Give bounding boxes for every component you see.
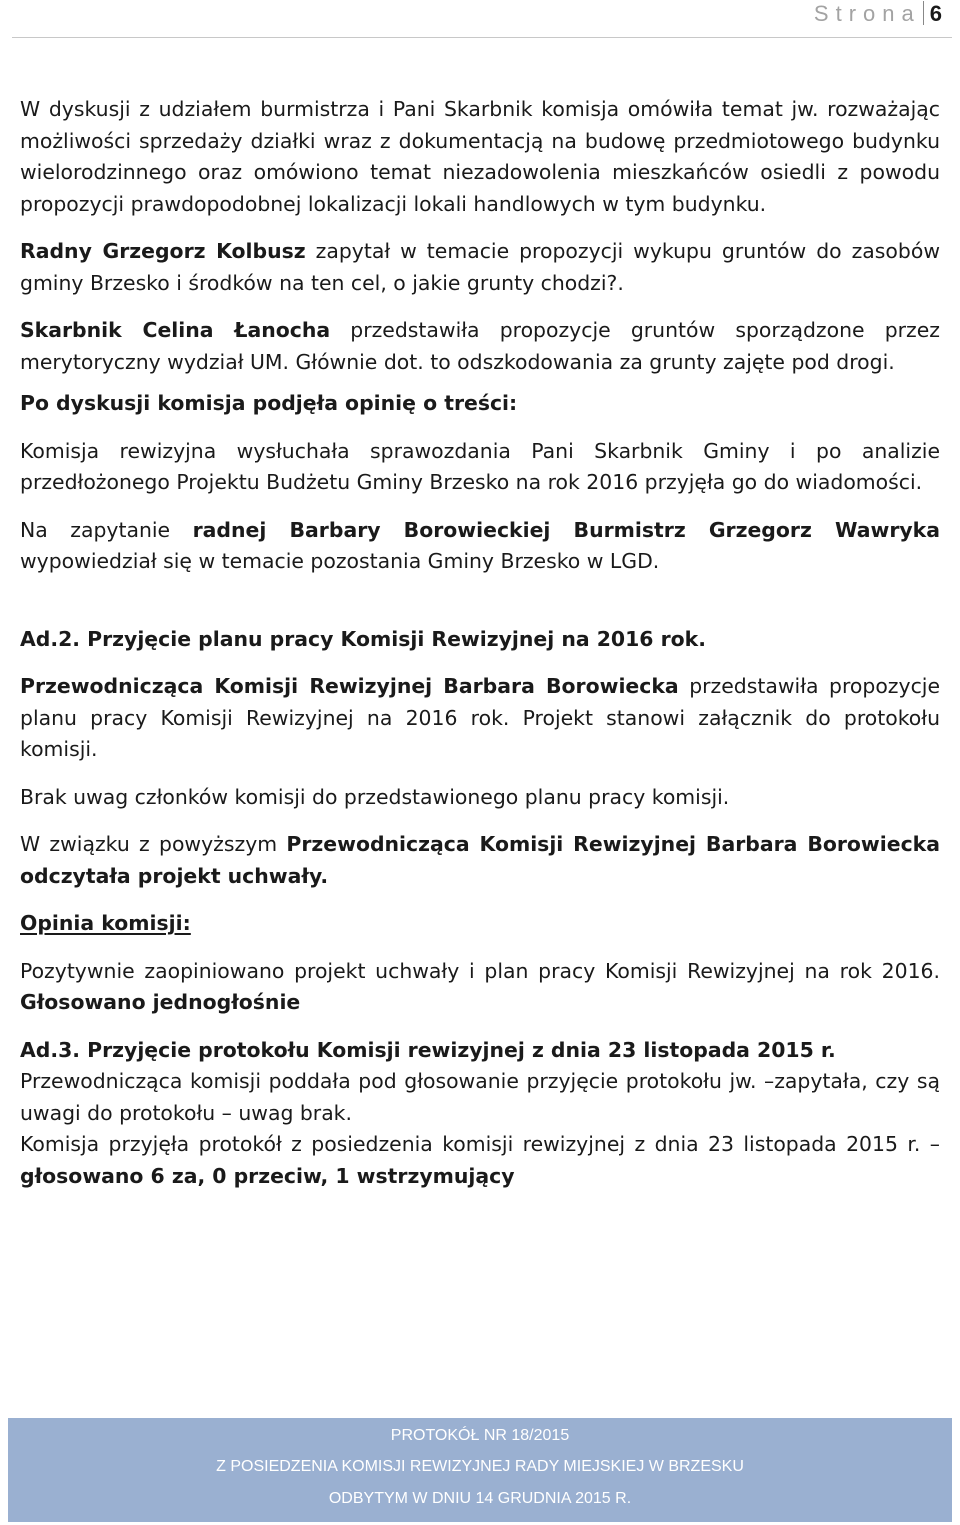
- paragraph-text: zapytał w temacie propozycji wykupu gruntów do zasobów gminy Brzesko i środków na ten cel, o jakie grunty chodzi?.: [20, 239, 940, 295]
- paragraph-budget-opinion: Komisja rewizyjna wysłuchała sprawozdania Pani Skarbnik Gminy i po analizie przedłożonego Projektu Budżetu Gminy Brzesko na rok 2016 przyjęła go do wiadomości.: [20, 438, 940, 494]
- paragraph-text: Pozytywnie zaopiniowano projekt uchwały i plan pracy Komisji Rewizyjnej na rok 2016.: [20, 958, 940, 983]
- heading-text: Ad.2. Przyjęcie planu pracy Komisji Rewizyjnej na 2016 rok.: [20, 626, 706, 651]
- section-heading-ad2: [20, 624, 940, 656]
- document-body: [20, 94, 940, 1192]
- page-number-label: [814, 0, 942, 30]
- speaker-name: Przewodnicząca Komisji Rewizyjnej Barbara Borowiecka: [20, 674, 679, 698]
- footer-session-title: Z POSIEDZENIA KOMISJI REWIZYJNEJ RADY MIEJSKIEJ W BRZESKU: [216, 1458, 744, 1475]
- paragraph-text: W związku z powyższym: [20, 832, 287, 856]
- speaker-name: Przewodnicząca Komisji Rewizyjnej Barbara Borowiecka odczytała projekt uchwały.: [20, 832, 940, 888]
- paragraph-text: Na zapytanie: [20, 517, 193, 542]
- opinion-intro-text: Po dyskusji komisja podjęła opinię o treści:: [20, 391, 518, 415]
- paragraph-text: Komisja przyjęła protokół z posiedzenia komisji rewizyjnej z dnia 23 listopada 2015 r. –: [20, 1132, 940, 1156]
- page-word: Strona: [813, 1, 921, 26]
- footer-session-date: ODBYTYM W DNIU 14 GRUDNIA 2015 R.: [328, 1490, 632, 1507]
- paragraph-work-plan: [20, 671, 940, 766]
- paragraph-protocol-accepted: [20, 1129, 940, 1192]
- header-separator: [923, 1, 924, 25]
- header-rule: [12, 37, 952, 38]
- paragraph-text: przedstawiła propozycje planu pracy Komisji Rewizyjnej na 2016 rok. Projekt stanowi załącznik do protokołu komisji.: [20, 674, 940, 761]
- speaker-name: Radny Grzegorz Kolbusz: [20, 239, 306, 263]
- page-header: [0, 0, 960, 40]
- opinion-intro: [20, 388, 940, 420]
- paragraph-kolbusz-question: [20, 236, 940, 299]
- section-heading-ad3: [20, 1035, 940, 1067]
- heading-text: Opinia komisji:: [20, 911, 191, 935]
- speaker-name: Skarbnik Celina Łanocha: [20, 318, 331, 342]
- heading-text: Ad.3. Przyjęcie protokołu Komisji rewizyjnej z dnia 23 listopada 2015 r.: [20, 1037, 836, 1062]
- paragraph-treasurer-answer: [20, 315, 940, 378]
- paragraph-text: przedstawiła propozycje gruntów sporządzone przez merytoryczny wydział UM. Głównie dot. to odszkodowania za grunty zajęte pod drogi.: [20, 318, 940, 374]
- paragraph-discussion: W dyskusji z udziałem burmistrza i Pani Skarbnik komisja omówiła temat jw. rozważając możliwości sprzedaży działki wraz z dokumentacją na budowę przedmiotowego budynku wielorodzinnego oraz omówiono temat niezadowolenia mieszkańców osiedli z powodu propozycji prawdopodobnej lokalizacji lokali handlowych w tym budynku.: [20, 97, 940, 216]
- vote-result: głosowano 6 za, 0 przeciw, 1 wstrzymujący: [20, 1163, 515, 1188]
- page-number: 6: [929, 1, 942, 26]
- paragraph-no-remarks: Brak uwag członków komisji do przedstawionego planu pracy komisji.: [20, 784, 730, 809]
- paragraph-text: wypowiedział się w temacie pozostania Gminy Brzesko w LGD.: [20, 549, 660, 573]
- footer-protocol-number: PROTOKÓŁ NR 18/2015: [390, 1427, 570, 1444]
- speaker-name: radnej Barbary Borowieckiej Burmistrz Grzegorz Wawryka: [192, 517, 940, 542]
- vote-result: Głosowano jednogłośnie: [20, 990, 301, 1014]
- page-footer: [8, 1418, 952, 1522]
- paragraph-lgd-question: [20, 515, 940, 578]
- paragraph-opinion-result: [20, 956, 940, 1019]
- paragraph-resolution-reading: [20, 829, 940, 892]
- paragraph-protocol-vote: Przewodnicząca komisji poddała pod głosowanie przyjęcie protokołu jw. –zapytała, czy są uwagi do protokołu – uwag brak.: [20, 1069, 940, 1125]
- opinion-heading: [20, 908, 940, 940]
